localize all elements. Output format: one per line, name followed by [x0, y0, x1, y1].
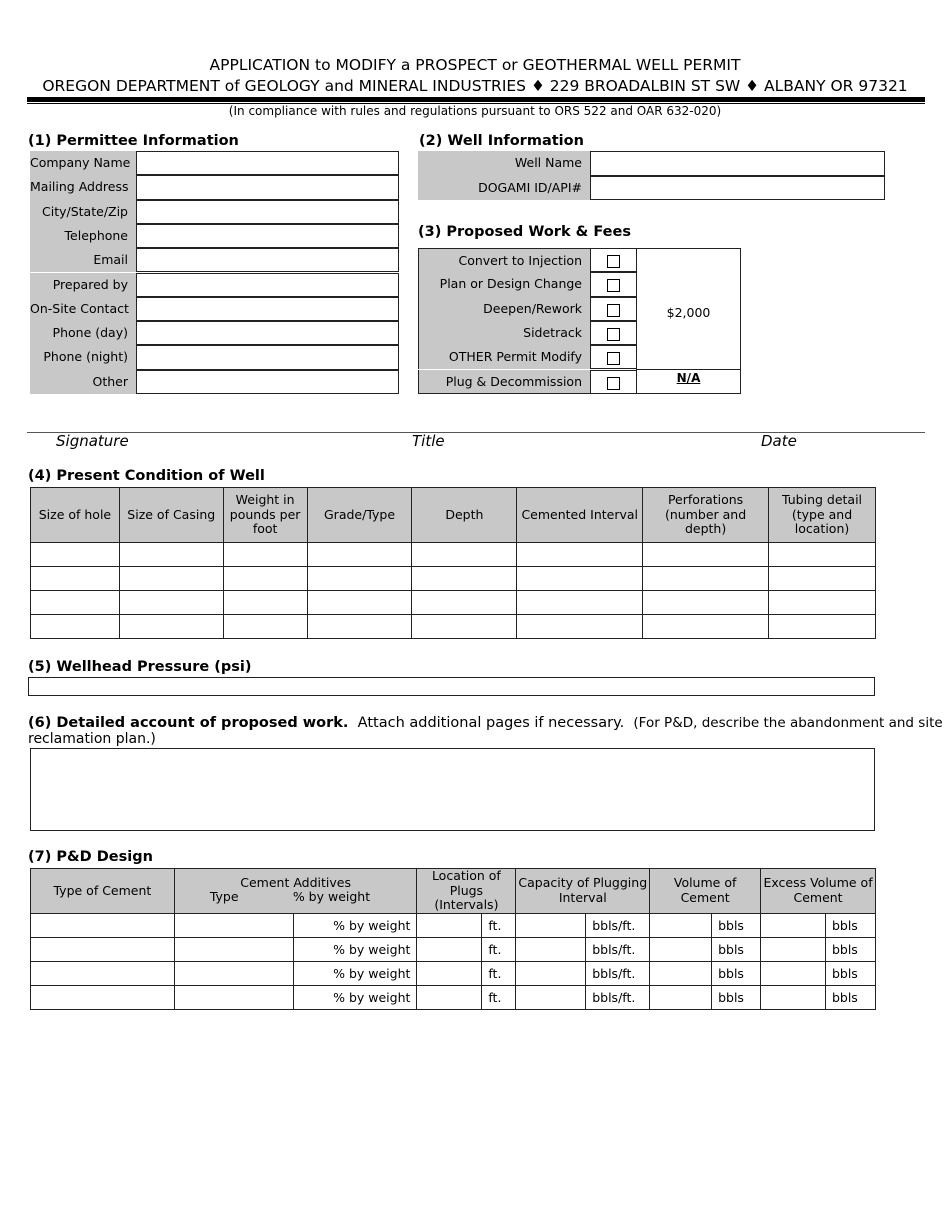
table-row — [31, 961, 876, 985]
checkbox-convert-to-injection[interactable] — [607, 255, 620, 268]
section6-note2: (For P&D, describe the abandonment and site — [633, 715, 943, 731]
additives-type-label: Type — [209, 889, 239, 904]
checkbox-plug-decommission[interactable] — [607, 377, 620, 390]
unit-bbls: bbls — [712, 961, 761, 985]
telephone-field[interactable] — [136, 224, 399, 248]
section6-title: (6) Detailed account of proposed work. — [28, 715, 349, 731]
label-on-site-contact: On-Site Contact — [30, 297, 136, 321]
label-prepared-by: Prepared by — [30, 273, 136, 297]
unit-bbls: bbls — [825, 913, 875, 937]
unit-bbls: bbls — [825, 937, 875, 961]
section1-title: (1) Permittee Information — [28, 133, 239, 149]
email-field[interactable] — [136, 248, 399, 272]
header-volume: Volume of Cement — [650, 869, 761, 914]
proposed-work-textarea[interactable] — [30, 748, 875, 831]
checkbox-cell-other-permit-modify — [590, 345, 637, 369]
fee-plug-cell — [636, 369, 741, 394]
label-other-permit-modify: OTHER Permit Modify — [418, 345, 590, 369]
table-row — [31, 591, 876, 615]
unit-bbls: bbls — [712, 985, 761, 1009]
unit-bbls: bbls — [825, 985, 875, 1009]
table-row — [31, 937, 876, 961]
label-email: Email — [30, 248, 136, 272]
table-row — [31, 615, 876, 639]
signature-label: Signature — [56, 432, 129, 450]
unit-bbls-ft: bbls/ft. — [586, 937, 650, 961]
on-site-contact-field[interactable] — [136, 297, 399, 321]
checkbox-cell-sidetrack — [590, 321, 637, 345]
fee-plug-value: N/A — [676, 371, 701, 385]
header-size-of-casing: Size of Casing — [119, 488, 223, 543]
unit-ft: ft. — [482, 985, 516, 1009]
header-cement-additives — [174, 869, 417, 914]
cement-additives-label: Cement Additives — [240, 875, 351, 890]
header-tubing-detail-type-and-location: Tubing detail (type and location) — [769, 488, 876, 543]
header-grade-type: Grade/Type — [307, 488, 412, 543]
header-capacity: Capacity of Plugging Interval — [516, 869, 650, 914]
unit-pct: % by weight — [293, 937, 417, 961]
header-rule-thick — [27, 97, 925, 102]
section4-title: (4) Present Condition of Well — [28, 468, 265, 484]
header-location-of-plugs: Location of Plugs (Intervals) — [417, 869, 516, 914]
checkbox-sidetrack[interactable] — [607, 328, 620, 341]
unit-bbls-ft: bbls/ft. — [586, 913, 650, 937]
title-label: Title — [412, 432, 445, 450]
unit-pct: % by weight — [293, 985, 417, 1009]
section6-heading — [28, 714, 943, 732]
checkbox-cell-deepen-rework — [590, 297, 637, 321]
pd-design-table — [30, 868, 876, 1010]
label-city-state-zip: City/State/Zip — [30, 200, 136, 224]
section6-note3: reclamation plan.) — [28, 731, 156, 747]
checkbox-other-permit-modify[interactable] — [607, 352, 620, 365]
label-company-name: Company Name — [30, 151, 136, 175]
mailing-address-field[interactable] — [136, 175, 399, 199]
label-mailing-address: Mailing Address — [30, 175, 136, 199]
unit-ft: ft. — [482, 961, 516, 985]
form-title: APPLICATION to MODIFY a PROSPECT or GEOTHERMAL WELL PERMIT — [209, 56, 741, 74]
checkbox-cell-convert-to-injection — [590, 248, 637, 272]
fee-cell — [636, 248, 741, 370]
section2-title: (2) Well Information — [419, 133, 584, 149]
header-excess-volume: Excess Volume of Cement — [761, 869, 876, 914]
pd-header-row — [31, 869, 876, 914]
unit-bbls: bbls — [712, 937, 761, 961]
prepared-by-field[interactable] — [136, 273, 399, 297]
additives-pct-label: % by weight — [292, 889, 371, 904]
present-condition-header-row — [31, 488, 876, 543]
compliance-note: (In compliance with rules and regulations pursuant to ORS 522 and OAR 632-020) — [228, 104, 722, 118]
date-label: Date — [761, 432, 797, 450]
table-row — [31, 567, 876, 591]
section7-title: (7) P&D Design — [28, 849, 153, 865]
label-deepen-rework: Deepen/Rework — [418, 297, 590, 321]
unit-pct: % by weight — [293, 913, 417, 937]
table-row — [31, 913, 876, 937]
label-plug-decommission: Plug & Decommission — [418, 370, 590, 394]
fee-amount: $2,000 — [666, 305, 711, 320]
checkbox-cell-plug-decommission — [590, 370, 637, 394]
header-perforations-number-and-depth: Perforations (number and depth) — [643, 488, 769, 543]
other-field[interactable] — [136, 370, 399, 394]
header-cemented-interval: Cemented Interval — [517, 488, 643, 543]
label-sidetrack: Sidetrack — [418, 321, 590, 345]
company-name-field[interactable] — [136, 151, 399, 175]
section5-title: (5) Wellhead Pressure (psi) — [28, 659, 252, 675]
label-telephone: Telephone — [30, 224, 136, 248]
header-type-of-cement: Type of Cement — [31, 869, 175, 914]
label-dogami-id-api: DOGAMI ID/API# — [418, 176, 590, 201]
unit-bbls: bbls — [825, 961, 875, 985]
header-size-of-hole: Size of hole — [31, 488, 120, 543]
unit-pct: % by weight — [293, 961, 417, 985]
label-phone-night: Phone (night) — [30, 345, 136, 369]
label-phone-day: Phone (day) — [30, 321, 136, 345]
present-condition-table — [30, 487, 876, 639]
header-depth: Depth — [412, 488, 517, 543]
header-weight-in-pounds-per-foot: Weight in pounds per foot — [223, 488, 307, 543]
section3-title: (3) Proposed Work & Fees — [418, 224, 631, 240]
table-row — [31, 985, 876, 1009]
label-other: Other — [30, 370, 136, 394]
city-state-zip-field[interactable] — [136, 200, 399, 224]
phone-day-field[interactable] — [136, 321, 399, 345]
unit-bbls-ft: bbls/ft. — [586, 985, 650, 1009]
unit-bbls-ft: bbls/ft. — [586, 961, 650, 985]
checkbox-deepen-rework[interactable] — [607, 304, 620, 317]
label-convert-to-injection: Convert to Injection — [418, 248, 590, 272]
agency-address: OREGON DEPARTMENT of GEOLOGY and MINERAL INDUSTRIES ♦ 229 BROADALBIN ST SW ♦ ALBANY OR 97321 — [42, 77, 908, 95]
well-name-field[interactable] — [590, 151, 885, 176]
unit-ft: ft. — [482, 937, 516, 961]
wellhead-pressure-field[interactable] — [28, 677, 875, 696]
label-plan-or-design-change: Plan or Design Change — [418, 272, 590, 296]
checkbox-plan-or-design-change[interactable] — [607, 279, 620, 292]
unit-ft: ft. — [482, 913, 516, 937]
phone-night-field[interactable] — [136, 345, 399, 369]
dogami-id-api-field[interactable] — [590, 176, 885, 201]
unit-bbls: bbls — [712, 913, 761, 937]
checkbox-cell-plan-or-design-change — [590, 272, 637, 296]
section6-note: Attach additional pages if necessary. — [357, 715, 625, 731]
table-row — [31, 543, 876, 567]
label-well-name: Well Name — [418, 151, 590, 176]
